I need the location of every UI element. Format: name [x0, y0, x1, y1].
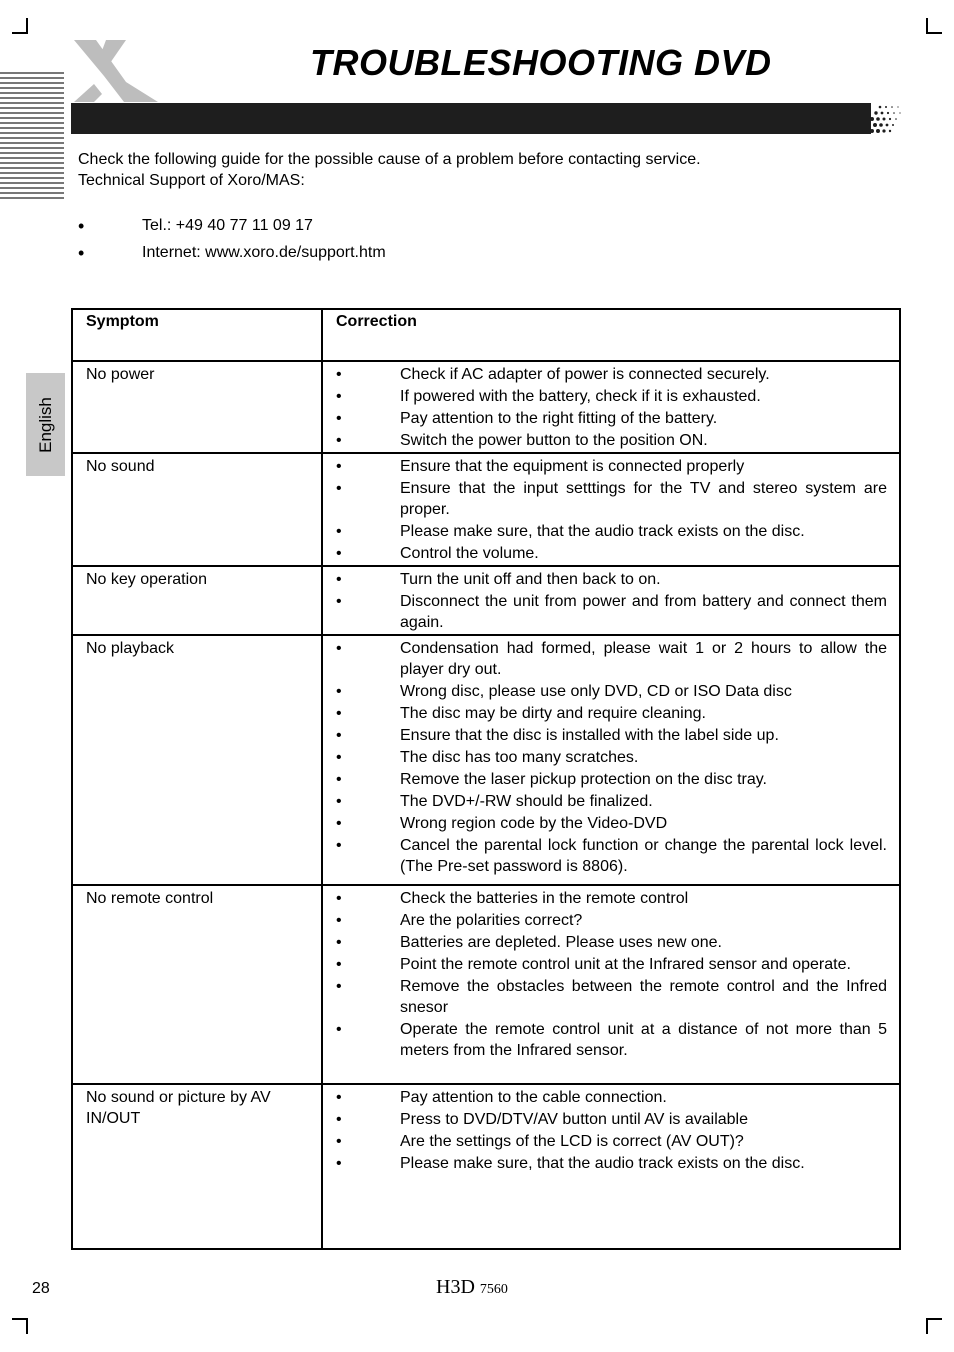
- correction-item: • Cancel the parental lock function or change the parental lock level. (The Pre-set password is 8806).: [336, 835, 887, 877]
- crop-mark-top-left: [12, 18, 28, 34]
- correction-item: • Control the volume.: [336, 543, 887, 564]
- table-row: [72, 635, 900, 885]
- correction-item: • If powered with the battery, check if it is exhausted.: [336, 386, 887, 407]
- correction-item: • Turn the unit off and then back to on.: [336, 569, 887, 590]
- language-tab-label: English: [35, 396, 55, 453]
- symptom-cell: No playback: [72, 635, 322, 885]
- symptom-cell: No remote control: [72, 885, 322, 1084]
- model-prefix: H3D: [436, 1276, 475, 1298]
- bullet-icon: •: [78, 216, 85, 236]
- correction-item: • Point the remote control unit at the Infrared sensor and operate.: [336, 954, 887, 975]
- correction-item: • Please make sure, that the audio track exists on the disc.: [336, 1153, 887, 1174]
- table-row: [72, 566, 900, 635]
- model-name: [436, 1276, 508, 1299]
- table-row: [72, 453, 900, 566]
- correction-cell: [322, 1084, 900, 1249]
- correction-item: • Are the settings of the LCD is correct (AV OUT)?: [336, 1131, 887, 1152]
- correction-item: • Check the batteries in the remote control: [336, 888, 887, 909]
- correction-item: • Please make sure, that the audio track exists on the disc.: [336, 521, 887, 542]
- xoro-x-logo-icon: [66, 36, 166, 106]
- correction-item: • Remove the obstacles between the remote control and the Infred snesor: [336, 976, 887, 1018]
- page-number: 28: [32, 1280, 50, 1297]
- header-correction: Correction: [322, 309, 900, 361]
- crop-mark-bottom-right: [926, 1318, 942, 1334]
- correction-item: • Are the polarities correct?: [336, 910, 887, 931]
- symptom-cell: No power: [72, 361, 322, 453]
- correction-item: • The disc has too many scratches.: [336, 747, 887, 768]
- decorative-stripes: [0, 72, 64, 200]
- correction-list: [336, 638, 887, 877]
- table-row: [72, 1084, 900, 1249]
- correction-item: • Ensure that the disc is installed with the label side up.: [336, 725, 887, 746]
- correction-item: • Pay attention to the cable connection.: [336, 1087, 887, 1108]
- troubleshooting-table: [71, 308, 901, 1250]
- correction-list: [336, 569, 887, 633]
- support-internet: Internet: www.xoro.de/support.htm: [142, 244, 386, 261]
- crop-mark-bottom-left: [12, 1318, 28, 1334]
- symptom-cell: No sound: [72, 453, 322, 566]
- symptom-cell: No sound or picture by AV IN/OUT: [72, 1084, 322, 1249]
- halftone-dots-decoration: [862, 103, 904, 134]
- symptom-cell: No key operation: [72, 566, 322, 635]
- crop-mark-top-right: [926, 18, 942, 34]
- correction-item: • Disconnect the unit from power and from battery and connect them again.: [336, 591, 887, 633]
- correction-item: • Wrong disc, please use only DVD, CD or ISO Data disc: [336, 681, 887, 702]
- correction-list: [336, 888, 887, 1061]
- correction-item: • Check if AC adapter of power is connected securely.: [336, 364, 887, 385]
- correction-list: [336, 456, 887, 564]
- page-title: TROUBLESHOOTING DVD: [310, 42, 772, 83]
- correction-cell: [322, 635, 900, 885]
- model-number: 7560: [479, 1282, 508, 1297]
- correction-item: • The disc may be dirty and require cleaning.: [336, 703, 887, 724]
- correction-item: • Batteries are depleted. Please uses new one.: [336, 932, 887, 953]
- correction-item: • Pay attention to the right fitting of the battery.: [336, 408, 887, 429]
- header-symptom: Symptom: [72, 309, 322, 361]
- correction-item: • Operate the remote control unit at a distance of not more than 5 meters from the Infrared sensor.: [336, 1019, 887, 1061]
- table-row: [72, 885, 900, 1084]
- correction-list: [336, 364, 887, 451]
- bullet-icon: •: [78, 243, 85, 263]
- correction-cell: [322, 453, 900, 566]
- language-tab: [26, 373, 65, 476]
- correction-item: • Ensure that the equipment is connected properly: [336, 456, 887, 477]
- title-bar: [71, 103, 871, 134]
- table-header-row: [72, 309, 900, 361]
- correction-item: • Press to DVD/DTV/AV button until AV is available: [336, 1109, 887, 1130]
- table-row: [72, 361, 900, 453]
- intro-text: [78, 149, 701, 191]
- correction-cell: [322, 885, 900, 1084]
- correction-item: • Wrong region code by the Video-DVD: [336, 813, 887, 834]
- correction-cell: [322, 361, 900, 453]
- correction-item: • Ensure that the input setttings for the TV and stereo system are proper.: [336, 478, 887, 520]
- intro-line-1: Check the following guide for the possible cause of a problem before contacting service.: [78, 151, 701, 168]
- support-phone: Tel.: +49 40 77 11 09 17: [142, 217, 313, 234]
- correction-list: [336, 1087, 887, 1174]
- correction-item: • The DVD+/-RW should be finalized.: [336, 791, 887, 812]
- correction-item: • Condensation had formed, please wait 1 or 2 hours to allow the player dry out.: [336, 638, 887, 680]
- intro-line-2: Technical Support of Xoro/MAS:: [78, 172, 305, 189]
- correction-cell: [322, 566, 900, 635]
- correction-item: • Switch the power button to the position ON.: [336, 430, 887, 451]
- correction-item: • Remove the laser pickup protection on the disc tray.: [336, 769, 887, 790]
